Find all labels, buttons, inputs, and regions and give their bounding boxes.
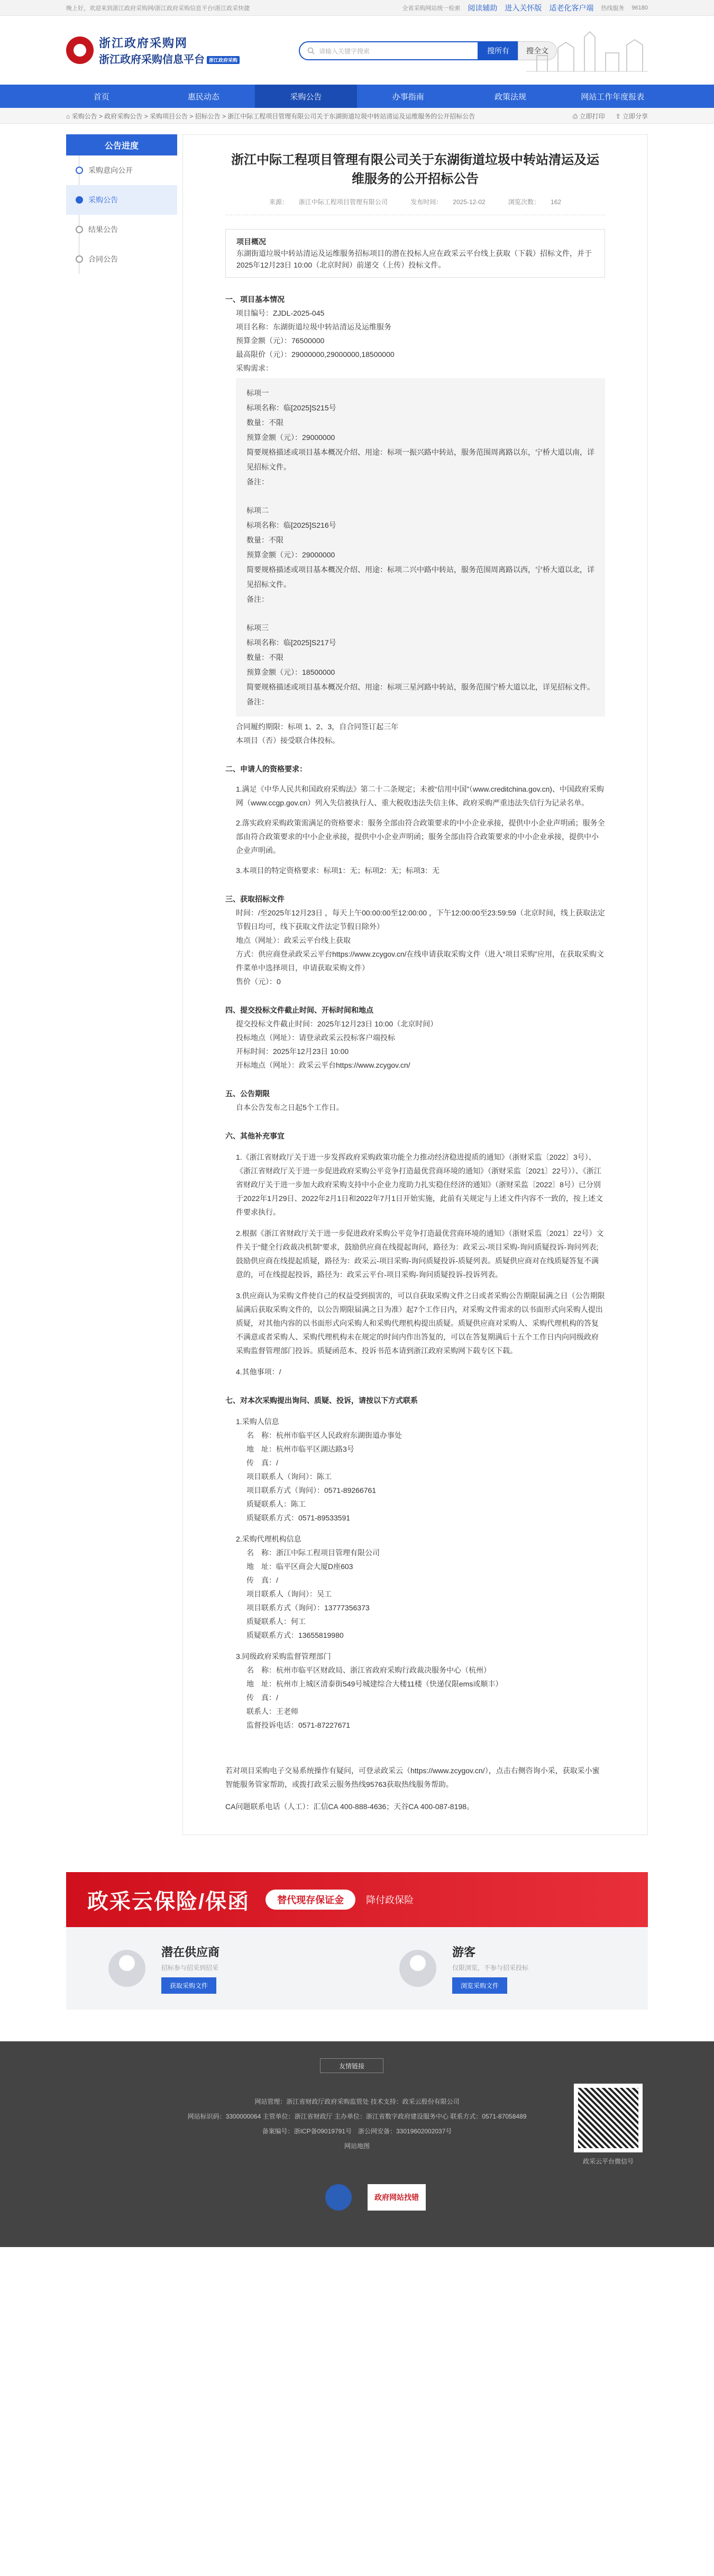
skyline-decoration-icon [526, 26, 648, 74]
search-fulltext-button[interactable]: 搜全文 [518, 41, 557, 60]
info-line: 项目名称：东湖街道垃圾中转站清运及运维服务 [236, 323, 391, 331]
progress-sidebar [66, 134, 177, 1835]
info-line: 开标地点（网址）：政采云平台https://www.zcygov.cn/ [236, 1061, 410, 1069]
lot-line: 数量：不限 [246, 418, 283, 427]
paragraph: 2.根据《浙江省财政厅关于进一步促进政府采购公平竞争打造最优营商环境的通知》（浙财采监〔2021〕22号）文件关于“健全行政裁决机制”要求，鼓励供应商在线提起询问，路径为：政采云-项目采购-询问质疑投诉-询问列表;鼓励供应商在线提起质疑，路径为：政采云-项目采购-询问质疑投诉-质疑列表。质疑供应商对在线质疑答复不满意的，可在线提起投诉，路径为：政采云平台-项目采购-询问质疑投诉-投诉列表。 [236, 1229, 604, 1279]
welcome-text: 晚上好，欢迎来到浙江政府采购网/浙江政府采购信息平台!浙江政采快捷 [66, 5, 250, 12]
contact-line: 项目联系方式（询问）：0571-89266761 [246, 1486, 377, 1495]
lots-box [236, 378, 605, 717]
info-line: 提交投标文件截止时间：2025年12月23日 10:00（北京时间） [236, 1020, 438, 1028]
section-title: 二、申请人的资格要求： [225, 765, 307, 773]
contact-block [236, 1649, 605, 1732]
section-basic-info [225, 292, 605, 747]
card-sub: 仅限浏览，不参与招采投标 [452, 1964, 529, 1972]
paragraph: 2.落实政府采购政策需满足的资格要求：服务全部由符合政策要求的中小企业承接，提供中小企业声明函；服务全部由符合政策要求的中小企业承接，提供中小企业声明函；服务全部由符合政策要求的中小企业承接，提供中小企业声明函。 [236, 819, 605, 855]
hotline-number: 96180 [631, 5, 648, 11]
page-title: 浙江中际工程项目管理有限公司关于东湖街道垃圾中转站清运及运维服务的公开招标公告 [231, 153, 599, 186]
info-line: 项目编号：ZJDL-2025-045 [236, 309, 325, 317]
care-mode-link[interactable]: 进入关怀版 [505, 4, 542, 12]
lot-line: 备注： [246, 698, 269, 706]
section-get-docs [225, 892, 605, 988]
insurance-banner[interactable] [66, 1872, 648, 1927]
main-nav [0, 85, 714, 108]
sidebar-item-contract[interactable]: 合同公告 [66, 244, 177, 274]
info-line: 方式：供应商登录政采云平台https://www.zcygov.cn/在线申请获取采购文件（进入“项目采购”应用，在获取采购文件菜单中选择项目，申请获取采购文件） [236, 950, 604, 972]
main-content [66, 134, 648, 1835]
breadcrumb-path[interactable]: 采购公告 > 政府采购公告 > 采购项目公告 > 招标公告 > 浙江中际工程项目管理有限公司关于东湖街道垃圾中转站清运及运维服务的公开招标公告 [71, 112, 475, 120]
section-period [225, 1087, 605, 1114]
card-title: 潜在供应商 [161, 1945, 220, 1959]
section-title: 五、公告期限 [225, 1089, 270, 1098]
top-bar [0, 0, 714, 16]
friend-links-button[interactable]: 友情链接 [320, 2058, 383, 2073]
paragraph: 4.其他事项：/ [236, 1368, 281, 1376]
nav-news[interactable]: 惠民动态 [187, 92, 219, 102]
info-line: 预算金额（元）：76500000 [236, 336, 325, 345]
contact-line: 质疑联系人：何工 [246, 1617, 306, 1626]
contact-line: 监督投诉电话：0571-87227671 [246, 1721, 351, 1729]
overview-title: 项目概况 [236, 237, 266, 246]
contact-block [236, 1415, 605, 1525]
nav-guide[interactable]: 办事指南 [392, 92, 424, 102]
contact-line: 传 真：/ [246, 1693, 278, 1702]
contact-line: 地 址：杭州市临平区湖达路3号 [246, 1445, 354, 1453]
section-other [225, 1129, 605, 1379]
breadcrumb [66, 112, 475, 121]
search-all-button[interactable]: 搜所有 [479, 41, 518, 60]
contact-head: 3.同级政府采购监督管理部门 [236, 1652, 331, 1661]
footer-info [66, 2094, 648, 2153]
info-line: 本项目（否）接受联合体投标。 [236, 736, 340, 745]
article-views: 162 [551, 198, 562, 206]
article-tail [225, 1764, 605, 1813]
section-contacts [225, 1394, 605, 1732]
role-cards [66, 1927, 648, 2010]
info-line: 自本公告发布之日起5个工作日。 [236, 1103, 344, 1112]
contact-line: 质疑联系方式：13655819980 [246, 1631, 344, 1639]
nav-policy[interactable]: 政策法规 [494, 92, 526, 102]
lot-line: 备注： [246, 595, 269, 603]
lot-line: 标项名称：临[2025]S216号 [246, 521, 336, 529]
paragraph: 1.满足《中华人民共和国政府采购法》第二十二条规定；未被“信用中国”（www.creditchina.gov.cn)、中国政府采购网（www.ccgp.gov.cn）列入失信被执行人、重大税收违法失信主体、政府采购严重违法失信行为记录名单。 [236, 785, 604, 807]
info-line: 采购需求： [236, 364, 273, 372]
avatar-icon [108, 1950, 145, 1987]
project-overview [225, 229, 605, 278]
step-dot-icon [76, 226, 83, 233]
printer-icon: ⎙ [572, 112, 580, 120]
footer-line: 网站标识码：3300000064 主管单位：浙江省财政厅 主办单位：浙江省数字政府建设服务中心 联系方式：0571-87058489 [187, 2113, 527, 2120]
nav-announcements[interactable]: 采购公告 [255, 85, 357, 108]
reading-assist-link[interactable]: 阅读辅助 [468, 4, 498, 12]
report-error-badge[interactable]: 政府网站找错 [368, 2184, 426, 2211]
lot-line: 简要规格描述或项目基本概况介绍、用途：标项三星河路中转站，服务范围宁桥大道以北，详见招标文件。 [246, 683, 594, 691]
qr-code-icon [574, 2084, 643, 2152]
sidebar-item-announcement[interactable]: 采购公告 [66, 185, 177, 215]
home-icon[interactable]: ⌂ [66, 112, 72, 120]
card-title: 游客 [452, 1945, 476, 1959]
qr-label: 政采云平台微信号 [582, 2158, 634, 2165]
section-qualification [225, 762, 605, 877]
footer-line: 备案编号：浙ICP备09019791号 浙公网安备：33019602002037号 [262, 2128, 452, 2135]
paragraph: 1.《浙江省财政厅关于进一步发挥政府采购政策功能全力推动经济稳进提质的通知》（浙财采监〔2022〕3号）、《浙江省财政厅关于进一步促进政府采购公平竞争打造最优营商环境的通知》（浙财采监〔2021〕22号））、《浙江省财政厅关于进一步加大政府采购支持中小企业力度助力扎实稳住经济的通知》（浙财采监〔2022〕8号）已分别于2022年1月29日、2022年2月1日和2022年7月1日开始实施，此前有关规定与上述文件内容不一致的，按上述文件要求执行。 [236, 1153, 603, 1216]
search-icon [307, 47, 315, 54]
sidebar-item-result[interactable]: 结果公告 [66, 215, 177, 244]
lot-line: 预算金额（元）：18500000 [246, 668, 335, 676]
banner-pill: 替代现存保证金 [266, 1890, 355, 1910]
contact-head: 1.采购人信息 [236, 1417, 279, 1426]
section-title: 六、其他补充事宜 [225, 1132, 285, 1140]
step-dot-icon [76, 167, 83, 174]
lot-line: 备注： [246, 478, 269, 486]
search-bar [299, 41, 557, 60]
share-icon: ⇪ [615, 112, 623, 120]
contact-line: 名 称：浙江中际工程项目管理有限公司 [246, 1548, 380, 1557]
lot-item [246, 620, 594, 709]
banner-sub: 降付政保险 [366, 1895, 414, 1905]
breadcrumb-bar [0, 108, 714, 124]
contact-line: 项目联系人（询问）：陈工 [246, 1472, 332, 1481]
site-header [0, 16, 714, 85]
sidebar-title: 公告进度 [66, 134, 177, 155]
lot-line: 标项名称：临[2025]S215号 [246, 404, 336, 412]
section-deadline [225, 1003, 605, 1072]
contact-head: 2.采购代理机构信息 [236, 1535, 301, 1543]
article-date: 2025-12-02 [453, 198, 486, 206]
contact-line: 名 称：杭州市临平区人民政府东湖街道办事处 [246, 1431, 402, 1440]
section-title: 三、获取招标文件 [225, 895, 285, 903]
global-search-link[interactable]: 全省采购网站统一检索 [402, 5, 461, 12]
contact-block [236, 1532, 605, 1642]
print-button[interactable]: ⎙ 立即打印 [572, 112, 605, 120]
paragraph: 3.供应商认为采购文件使自己的权益受到损害的，可以自获取采购文件之日或者采购公告期限届满之日（公告期限届满后获取采购文件的，以公告期限届满之日为准）起7个工作日内，对采购文件需求的以书面形式向采购人提出质疑，对其他内容的以书面形式向采购人和采购代理机构提出质疑。质疑供应商对采购人、采购代理机构的答复不满意或者采购人、采购代理机构未在规定的时间内作出答复的，可以在答复期满后十五个工作日内向同级政府采购监督管理部门投诉。质疑函范本、投诉书范本请到浙江政府采购网下载专区下载。 [236, 1291, 605, 1355]
info-line: 投标地点（网址）：请登录政采云投标客户端投标 [236, 1033, 395, 1042]
logo-title: 浙江政府采购网 [99, 36, 188, 50]
contact-line: 传 真：/ [246, 1459, 278, 1467]
article-meta: 来源： 浙江中际工程项目管理有限公司 发布时间： 2025-12-02 浏览次数： 162 [225, 197, 605, 215]
logo-badge: 浙江政府采购 [207, 56, 240, 64]
contact-line: 传 真：/ [246, 1576, 278, 1584]
contact-line: 项目联系方式（询问）：13777356373 [246, 1603, 370, 1612]
contact-line: 名 称：杭州市临平区财政局、浙江省政府采购行政裁决服务中心（杭州） [246, 1666, 491, 1674]
lot-line: 数量：不限 [246, 653, 283, 662]
contact-line: 项目联系人（询问）：吴工 [246, 1590, 332, 1598]
site-footer [0, 2041, 714, 2247]
step-dot-icon [76, 255, 83, 263]
contact-line: 联系人：王老师 [246, 1707, 298, 1716]
lot-name: 标项三 [246, 624, 269, 632]
info-line: 地点（网址）：政采云平台线上获取 [236, 936, 351, 945]
lot-item [246, 503, 594, 607]
logo-emblem-icon [66, 36, 94, 64]
info-line: 时间：/至2025年12月23日 ，每天上午00:00:00至12:00:00 ，下午12:00:00至23:59:59（北京时间，线上获取法定节假日均可，线下获取文件法定节假日除外） [236, 909, 605, 931]
share-button[interactable]: ⇪ 立即分享 [615, 112, 648, 120]
lot-line: 预算金额（元）：29000000 [246, 433, 335, 442]
avatar-icon [399, 1950, 436, 1987]
lot-line: 标项名称：临[2025]S217号 [246, 638, 336, 647]
lot-line: 简要规格描述或项目基本概况介绍、用途：标项二兴中路中转站，服务范围周离路以西，宁桥大道以北，详见招标文件。 [246, 565, 594, 589]
tail-paragraph: 若对项目采购电子交易系统操作有疑问，可登录政采云（https://www.zcygov.cn/），点击右侧咨询小采，获取采小蜜智能服务管家帮助，或拨打政采云服务热线95763获取热线服务帮助。 [225, 1766, 600, 1789]
overview-text: 东湖街道垃圾中转站清运及运维服务招标项目的潜在投标人应在政采云平台线上获取（下载）招标文件，并于2025年12月23日 10:00（北京时间）前递交（上传）投标文件。 [236, 249, 592, 269]
browse-docs-button[interactable]: 浏览采购文件 [452, 1977, 507, 1994]
lot-name: 标项二 [246, 506, 269, 515]
section-title: 四、提交投标文件截止时间、开标时间和地点 [225, 1006, 373, 1014]
info-line: 最高限价（元）：29000000,29000000,18500000 [236, 350, 395, 359]
sidebar-item-intent[interactable]: 采购意向公开 [66, 155, 177, 185]
lot-name: 标项一 [246, 389, 269, 397]
visitor-card [357, 1927, 648, 2010]
logo-subtitle: 浙江政府采购信息平台 [99, 54, 205, 66]
step-dot-icon [76, 196, 83, 204]
get-docs-button[interactable]: 获取采购文件 [161, 1977, 216, 1994]
contact-line: 质疑联系方式：0571-89533591 [246, 1514, 351, 1522]
paragraph: 3.本项目的特定资格要求：标项1：无；标项2：无；标项3：无 [236, 866, 440, 875]
nav-annual-report[interactable]: 网站工作年度报表 [581, 92, 645, 102]
site-logo[interactable] [66, 34, 240, 66]
contact-line: 地 址：杭州市上城区清泰街549号城建综合大楼11楼（快递仅限ems或顺丰） [246, 1680, 503, 1688]
search-input[interactable] [299, 41, 479, 60]
info-line: 开标时间：2025年12月23日 10:00 [236, 1047, 349, 1056]
info-line: 售价（元）：0 [236, 977, 281, 986]
lot-line: 预算金额（元）：29000000 [246, 551, 335, 559]
lot-line: 数量：不限 [246, 536, 283, 544]
tail-paragraph: CA问题联系电话（人工）：汇信CA 400-888-4636；天谷CA 400-087-8198。 [225, 1802, 474, 1811]
section-title: 一、项目基本情况 [225, 295, 285, 304]
nav-home[interactable]: 首页 [93, 92, 109, 102]
gov-badge-icon[interactable] [325, 2184, 352, 2211]
article-source: 浙江中际工程项目管理有限公司 [298, 198, 388, 206]
contact-line: 地 址：临平区商会大厦D座603 [246, 1562, 353, 1571]
hotline-label: 热线服务 [601, 5, 625, 12]
banner-title: 政采云保险/保函 [87, 1890, 250, 1913]
supplier-card [66, 1927, 357, 2010]
info-line: 合同履约期限：标项 1、2、3，自合同签订起三年 [236, 722, 399, 731]
footer-line: 网站管理：浙江省财政厅政府采购监管处 技术支持：政采云股份有限公司 [254, 2098, 460, 2105]
lot-line: 简要规格描述或项目基本概况介绍、用途：标项一振兴路中转站，服务范围周离路以东，宁桥大道以南，详见招标文件。 [246, 448, 594, 471]
elderly-client-link[interactable]: 适老化客户端 [549, 4, 594, 12]
contact-line: 质疑联系人：陈工 [246, 1500, 306, 1508]
lot-item [246, 386, 594, 489]
card-sub: 招标参与招采到招采 [161, 1964, 219, 1972]
search-placeholder: 请输入关键字搜索 [319, 47, 370, 55]
footer-line: 网站地图 [344, 2142, 370, 2150]
section-title: 七、对本次采购提出询问、质疑、投诉，请按以下方式联系 [225, 1396, 418, 1405]
article [182, 134, 648, 1835]
